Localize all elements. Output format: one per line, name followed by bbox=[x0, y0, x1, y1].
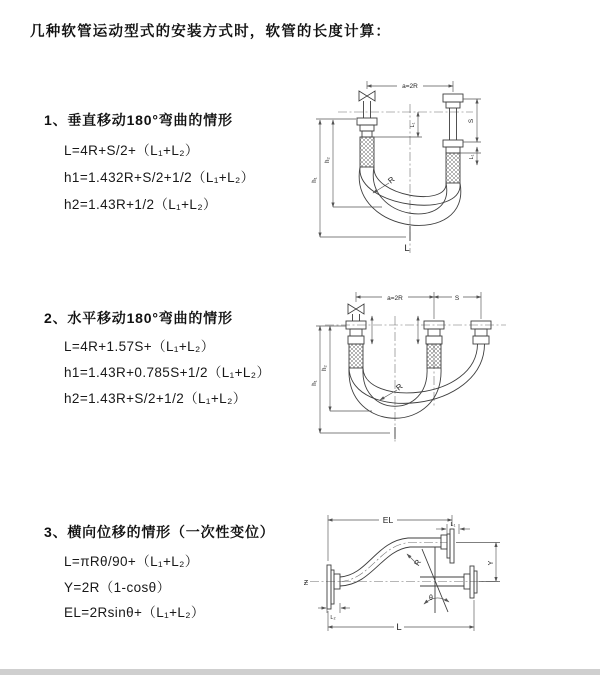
section-1-formula-h1: h1=1.432R+S/2+1/2（L₁+L₂） bbox=[64, 170, 255, 185]
hose-assembly bbox=[327, 529, 477, 613]
section-1-formula-h2: h2=1.43R+1/2（L₁+L₂） bbox=[64, 197, 217, 212]
dim-label-a2r: a=2R bbox=[402, 83, 418, 90]
flange-left bbox=[327, 565, 331, 609]
dim-label-h2: h₂ bbox=[322, 365, 328, 371]
dim-label-el: EL bbox=[382, 515, 394, 525]
theta-label: θ bbox=[429, 595, 433, 602]
section-3-formula-EL: EL=2Rsinθ+（L₁+L₂） bbox=[64, 605, 205, 620]
dim-label-l1-left: L₁ bbox=[410, 122, 416, 128]
braided-section-left bbox=[360, 137, 374, 167]
dim-label-h2: h₂ bbox=[325, 157, 331, 163]
hose-assembly bbox=[346, 304, 491, 439]
section-3-heading: 3、横向位移的情形（一次性变位） bbox=[44, 524, 275, 540]
length-label: L bbox=[396, 622, 402, 633]
dim-label-h1: h₁ bbox=[312, 380, 318, 386]
page-title: 几种软管运动型式的安装方式时，软管的长度计算： bbox=[30, 24, 392, 40]
dim-label-l1: L₁ bbox=[450, 522, 456, 528]
section-3-formula-Y: Y=2R（1-cosθ） bbox=[64, 580, 171, 595]
section-2-heading: 2、水平移动180°弯曲的情形 bbox=[44, 310, 233, 326]
length-label: L bbox=[404, 243, 410, 254]
hose-centerline bbox=[340, 543, 447, 582]
diagram-vertical-180-bend bbox=[310, 70, 590, 260]
dim-label-h1: h₁ bbox=[312, 177, 318, 183]
radius-label: R bbox=[412, 557, 424, 568]
braided-section-left bbox=[349, 344, 363, 368]
diagram-horizontal-180-bend bbox=[310, 283, 590, 453]
hose-curve-bottom-wall bbox=[340, 547, 441, 586]
axis-mark: Ƶ bbox=[303, 580, 309, 587]
radius-label: R bbox=[386, 174, 397, 186]
dim-label-s: S bbox=[468, 118, 475, 124]
flange-upper-right bbox=[450, 529, 454, 563]
dimension-lines bbox=[316, 292, 481, 433]
flange-lower-right bbox=[470, 566, 474, 598]
radius-label: R bbox=[394, 381, 405, 393]
section-2-formula-h1: h1=1.43R+0.785S+1/2（L₁+L₂） bbox=[64, 365, 271, 380]
braided-section-middle bbox=[427, 344, 441, 368]
braided-section-right bbox=[446, 153, 460, 183]
dim-label-s: S bbox=[454, 295, 460, 302]
dim-label-l1-right: L₁ bbox=[469, 154, 475, 160]
centerlines bbox=[325, 316, 506, 443]
section-1-formula-L: L=4R+S/2+（L₁+L₂） bbox=[64, 143, 199, 158]
diagram-lateral-displacement bbox=[298, 505, 598, 645]
dimension-lines bbox=[318, 515, 500, 631]
section-2-formula-h2: h2=1.43R+S/2+1/2（L₁+L₂） bbox=[64, 391, 247, 406]
valve-icon bbox=[359, 91, 375, 101]
section-3-formula-L: L=πRθ/90+（L₁+L₂） bbox=[64, 554, 199, 569]
valve-icon bbox=[348, 304, 364, 314]
page-bottom-edge bbox=[0, 669, 600, 675]
section-1-heading: 1、垂直移动180°弯曲的情形 bbox=[44, 112, 233, 128]
dim-label-l2: L₂ bbox=[330, 615, 336, 621]
dim-label-y: Y bbox=[488, 560, 495, 566]
dim-label-a2r: a=2R bbox=[387, 295, 403, 302]
section-2-formula-L: L=4R+1.57S+（L₁+L₂） bbox=[64, 339, 215, 354]
